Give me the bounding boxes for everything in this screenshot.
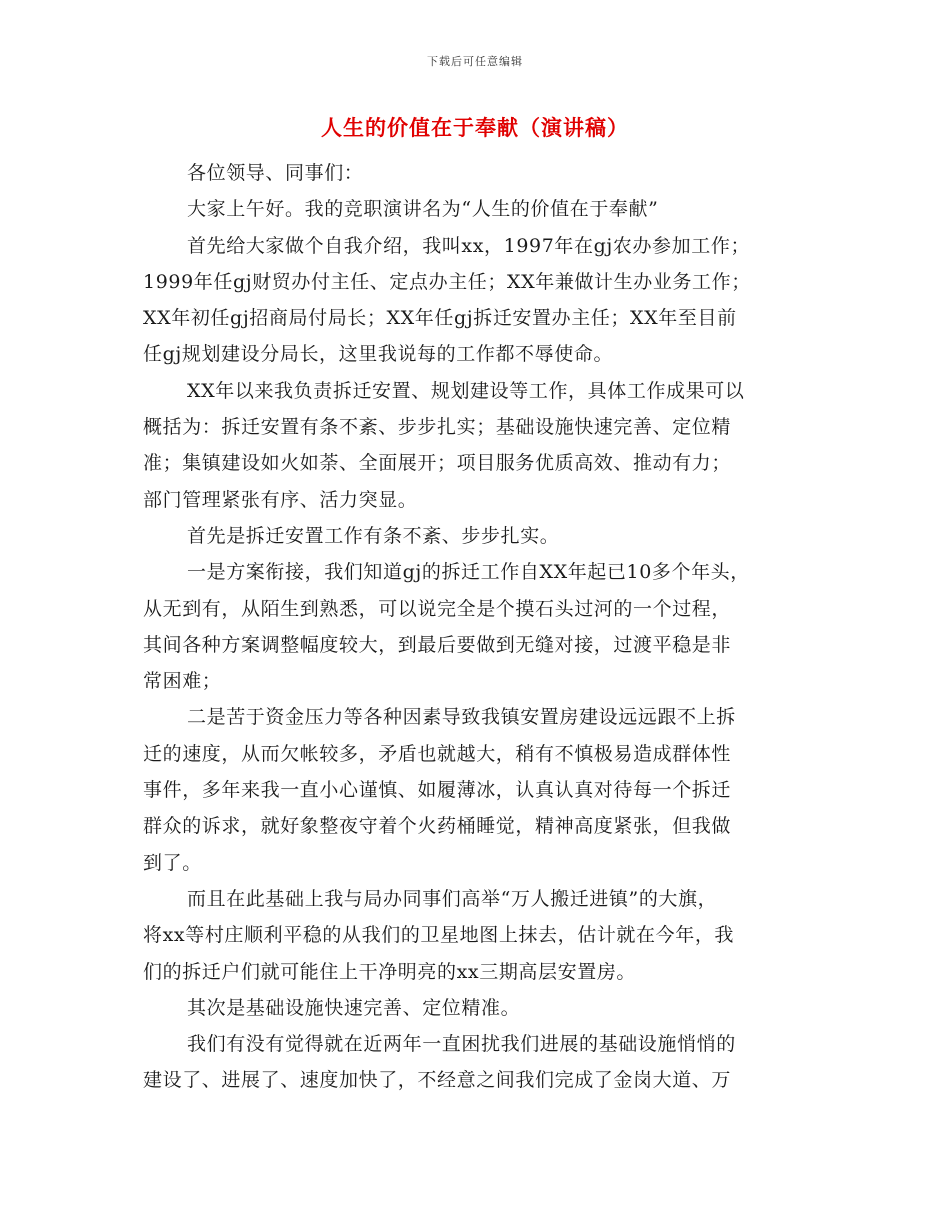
text-line: 概括为：拆迁安置有条不紊、步步扎实；基础设施快速完善、定位精 — [143, 416, 732, 439]
text-line: 大家上午好。我的竞职演讲名为“人生的价值在于奉献” — [187, 198, 659, 221]
text-line: 迁的速度，从而欠帐较多，矛盾也就越大，稍有不慎极易造成群体性 — [143, 742, 732, 765]
text-line: 常困难； — [143, 670, 222, 693]
text-line: 将xx等村庄顺利平稳的从我们的卫星地图上抹去，估计就在今年，我 — [143, 924, 735, 947]
text-line: 首先是拆迁安置工作有条不紊、步步扎实。 — [187, 524, 560, 547]
text-line: 们的拆迁户们就可能住上干净明亮的xx三期高层安置房。 — [143, 960, 637, 983]
text-line: 我们有没有觉得就在近两年一直困扰我们进展的基础设施悄悄的 — [187, 1033, 736, 1056]
text-line: 准；集镇建设如火如荼、全面展开；项目服务优质高效、推动有力； — [143, 452, 732, 475]
document-body — [143, 155, 803, 1099]
text-line: 二是苦于资金压力等各种因素导致我镇安置房建设远远跟不上拆 — [187, 706, 736, 729]
text-line: 而且在此基础上我与局办同事们高举“万人搬迁进镇”的大旗， — [187, 887, 718, 910]
document-title: 人生的价值在于奉献（演讲稿） — [321, 115, 629, 140]
page-header: 下载后可任意编辑 — [427, 55, 523, 68]
text-line: XX年初任gj招商局付局长；XX年任gj拆迁安置办主任；XX年至目前 — [143, 307, 737, 330]
text-line: 部门管理紧张有序、活力突显。 — [143, 488, 418, 511]
text-line: 群众的诉求，就好象整夜守着个火药桶睡觉，精神高度紧张，但我做 — [143, 815, 732, 838]
text-line: 事件，多年来我一直小心谨慎、如履薄冰，认真认真对待每一个拆迁 — [143, 779, 732, 802]
text-line: 首先给大家做个自我介绍，我叫xx，1997年在gj农办参加工作； — [187, 234, 751, 257]
text-line: 一是方案衔接，我们知道gj的拆迁工作自XX年起已10多个年头， — [187, 561, 750, 584]
text-line: 各位领导、同事们： — [187, 162, 364, 184]
text-line: 1999年任gj财贸办付主任、定点办主任；XX年兼做计生办业务工作； — [143, 270, 751, 293]
text-line: 其间各种方案调整幅度较大，到最后要做到无缝对接，过渡平稳是非 — [143, 633, 732, 656]
text-line: 建设了、进展了、速度加快了，不经意之间我们完成了金岗大道、万 — [143, 1069, 732, 1092]
text-line: XX年以来我负责拆迁安置、规划建设等工作，具体工作成果可以 — [187, 379, 745, 402]
text-line: 其次是基础设施快速完善、定位精准。 — [187, 996, 521, 1019]
text-line: 从无到有，从陌生到熟悉，可以说完全是个摸石头过河的一个过程， — [143, 597, 732, 620]
text-line: 任gj规划建设分局长，这里我说每的工作都不辱使命。 — [143, 343, 614, 366]
text-line: 到了。 — [143, 851, 202, 874]
